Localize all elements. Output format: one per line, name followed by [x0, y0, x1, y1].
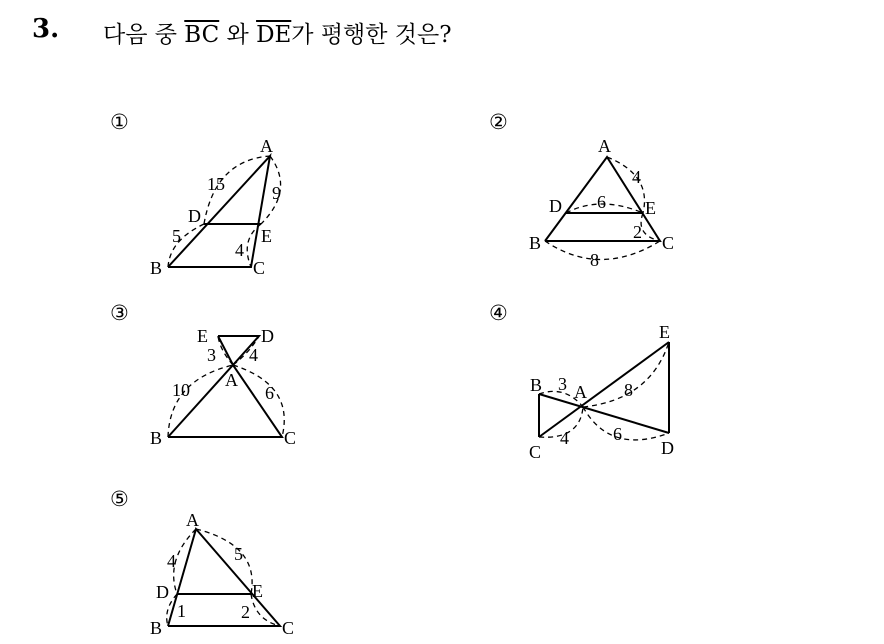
segment-de: $\overline{DE}$ — [256, 22, 292, 48]
fig3-label-b: B — [150, 428, 163, 448]
fig3-label-a: A — [225, 370, 238, 390]
fig3-length-3: 3 — [207, 345, 216, 365]
fig4-length-4: 4 — [560, 428, 569, 448]
fig3-length-10: 10 — [172, 380, 190, 400]
fig2-length-6: 6 — [597, 192, 606, 212]
fig1-label-a: A — [260, 136, 273, 156]
figure-5 — [150, 510, 294, 638]
fig2-label-d: D — [549, 196, 562, 216]
figure-1 — [150, 136, 281, 278]
fig5-label-d: D — [156, 582, 169, 602]
fig2-label-a: A — [598, 136, 611, 156]
fig2-length-2: 2 — [633, 222, 642, 242]
fig4-label-a: A — [574, 382, 587, 402]
fig1-label-e: E — [261, 226, 272, 246]
fig4-label-c: C — [529, 442, 542, 462]
fig4-length-6: 6 — [613, 424, 622, 444]
figure-3 — [150, 326, 296, 448]
option-4-marker[interactable]: ④ — [489, 301, 508, 325]
figure-4 — [529, 322, 674, 462]
fig1-length-9: 9 — [272, 183, 281, 203]
fig3-label-d: D — [261, 326, 274, 346]
question-suffix: 가 평행한 것은? — [291, 22, 452, 48]
fig5-label-e: E — [252, 581, 263, 601]
fig5-label-b: B — [150, 618, 163, 638]
fig4-label-e: E — [659, 322, 670, 342]
option-1-marker[interactable]: ① — [110, 110, 129, 134]
fig5-label-a: A — [186, 510, 199, 530]
fig2-label-c: C — [662, 233, 675, 253]
fig5-length-4: 4 — [167, 551, 176, 571]
option-5-marker[interactable]: ⑤ — [110, 487, 129, 511]
fig5-length-1: 1 — [177, 601, 186, 621]
fig5-label-c: C — [282, 618, 295, 638]
option-2-marker[interactable]: ② — [489, 110, 508, 134]
fig2-label-b: B — [529, 233, 542, 253]
fig5-length-2: 2 — [241, 602, 250, 622]
fig1-label-c: C — [253, 258, 266, 278]
question-mid: 와 — [219, 22, 257, 48]
fig4-length-3: 3 — [558, 374, 567, 394]
fig2-length-8: 8 — [590, 250, 599, 270]
fig5-length-5: 5 — [234, 544, 243, 564]
segment-bc: $\overline{BC}$ — [184, 22, 220, 48]
fig4-label-d: D — [661, 438, 674, 458]
fig4-length-8: 8 — [624, 380, 633, 400]
fig2-length-4: 4 — [632, 167, 641, 187]
fig1-length-15: 15 — [207, 174, 225, 194]
fig1-label-b: B — [150, 258, 163, 278]
fig4-label-b: B — [530, 375, 543, 395]
fig1-length-4: 4 — [235, 240, 244, 260]
option-3-marker[interactable]: ③ — [110, 301, 129, 325]
fig1-length-5: 5 — [172, 226, 181, 246]
question-prefix: 다음 중 — [103, 22, 185, 48]
figure-2 — [529, 136, 674, 270]
fig2-label-e: E — [645, 198, 656, 218]
question-number: 3. — [32, 14, 60, 44]
fig3-length-4: 4 — [249, 345, 258, 365]
fig3-label-c: C — [284, 428, 297, 448]
fig3-label-e: E — [197, 326, 208, 346]
fig1-label-d: D — [188, 206, 201, 226]
fig3-length-6: 6 — [265, 383, 274, 403]
